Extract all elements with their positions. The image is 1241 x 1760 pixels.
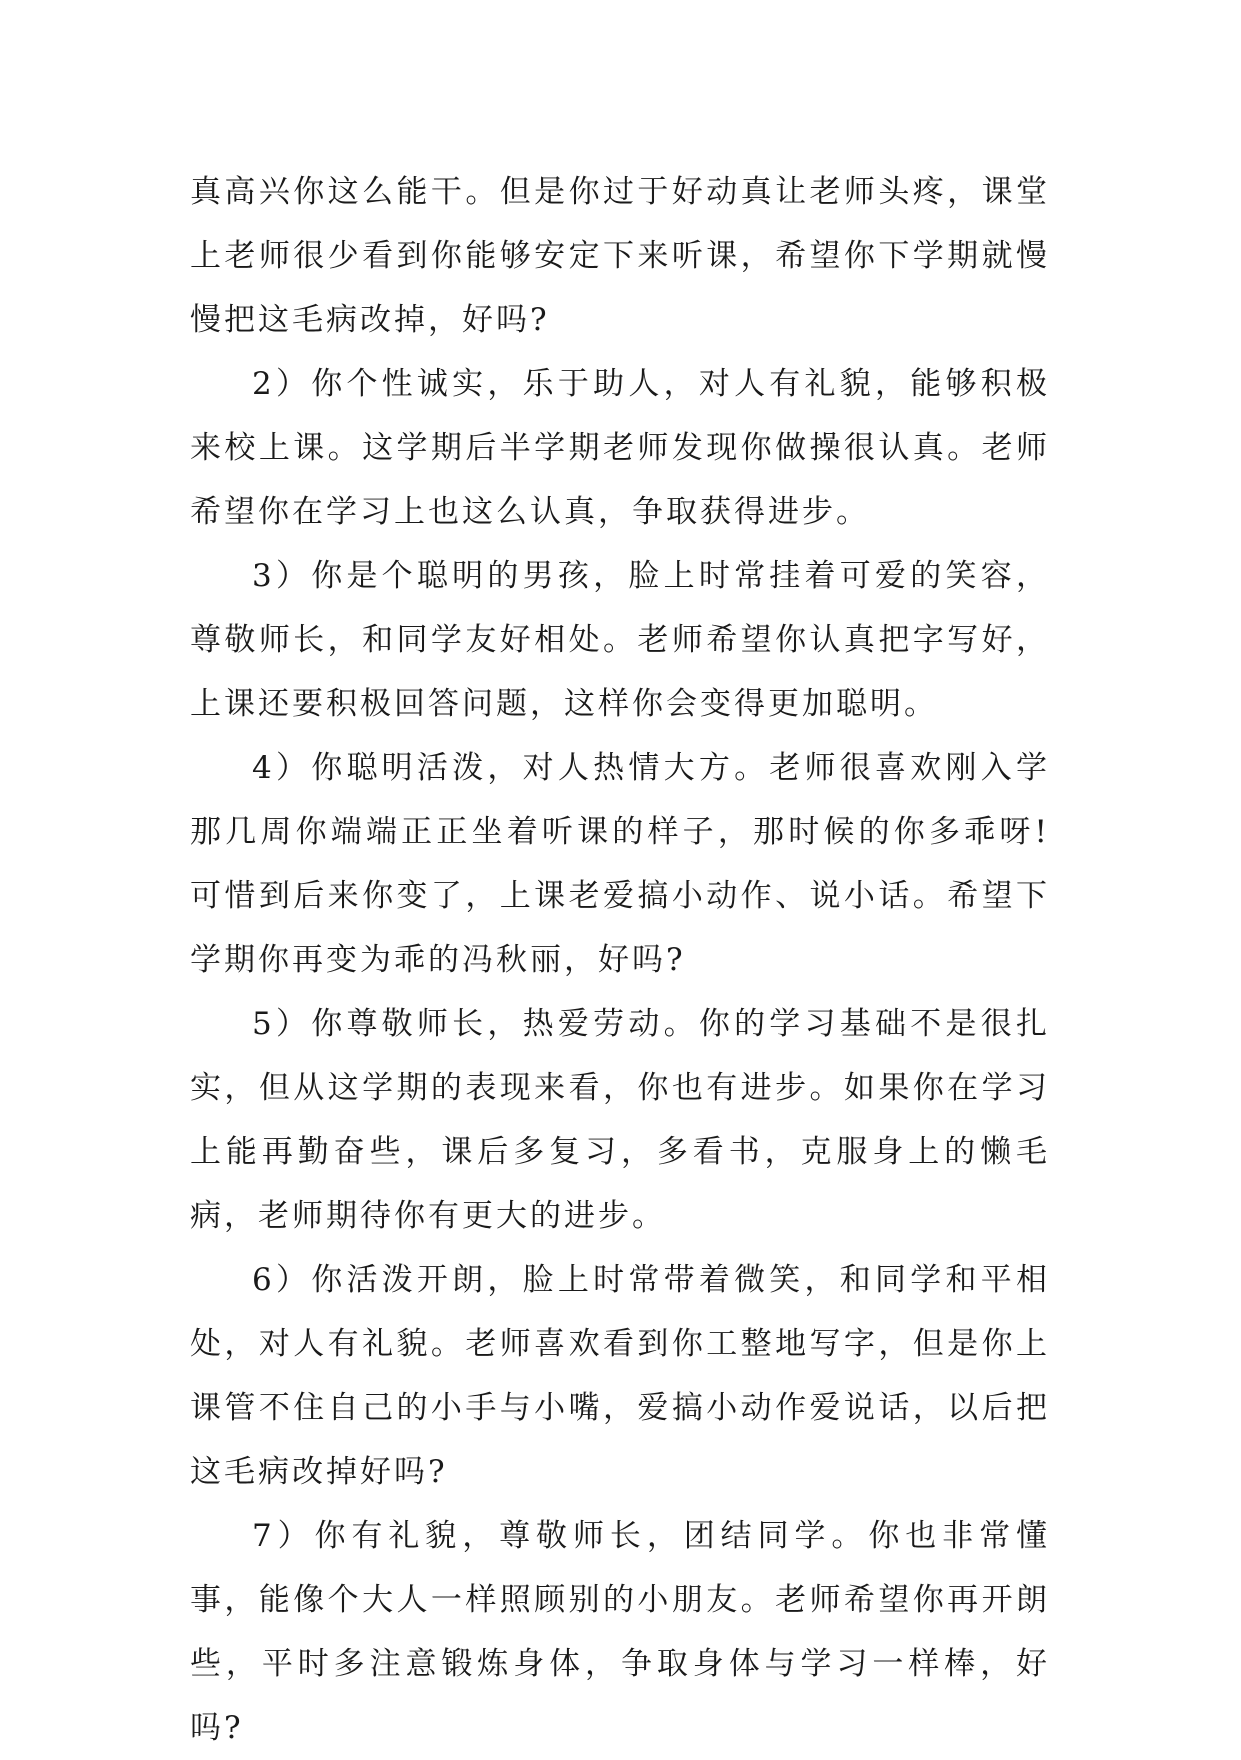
- paragraph-continuation: 真高兴你这么能干。但是你过于好动真让老师头疼，课堂上老师很少看到你能够安定下来听课，希望你下学期就慢慢把这毛病改掉，好吗?: [190, 174, 1050, 338]
- paragraph-item-6: 6）你活泼开朗，脸上时常带着微笑，和同学和平相处，对人有礼貌。老师喜欢看到你工整地写字，但是你上课管不住自己的小手与小嘴，爱搞小动作爱说话，以后把这毛病改掉好吗?: [190, 1262, 1050, 1490]
- document-body: [190, 160, 1050, 1760]
- paragraph-item-3: 3）你是个聪明的男孩，脸上时常挂着可爱的笑容，尊敬师长，和同学友好相处。老师希望你认真把字写好，上课还要积极回答问题，这样你会变得更加聪明。: [190, 558, 1050, 722]
- paragraph-item-2: 2）你个性诚实，乐于助人，对人有礼貌，能够积极来校上课。这学期后半学期老师发现你做操很认真。老师希望你在学习上也这么认真，争取获得进步。: [190, 366, 1050, 530]
- paragraph-item-4: 4）你聪明活泼，对人热情大方。老师很喜欢刚入学那几周你端端正正坐着听课的样子，那时候的你多乖呀!可惜到后来你变了，上课老爱搞小动作、说小话。希望下学期你再变为乖的冯秋丽，好吗?: [190, 750, 1050, 978]
- paragraph-item-5: 5）你尊敬师长，热爱劳动。你的学习基础不是很扎实，但从这学期的表现来看，你也有进步。如果你在学习上能再勤奋些，课后多复习，多看书，克服身上的懒毛病，老师期待你有更大的进步。: [190, 1006, 1050, 1234]
- paragraph-item-7: 7）你有礼貌，尊敬师长，团结同学。你也非常懂事，能像个大人一样照顾别的小朋友。老师希望你再开朗些，平时多注意锻炼身体，争取身体与学习一样棒，好吗?: [190, 1518, 1050, 1746]
